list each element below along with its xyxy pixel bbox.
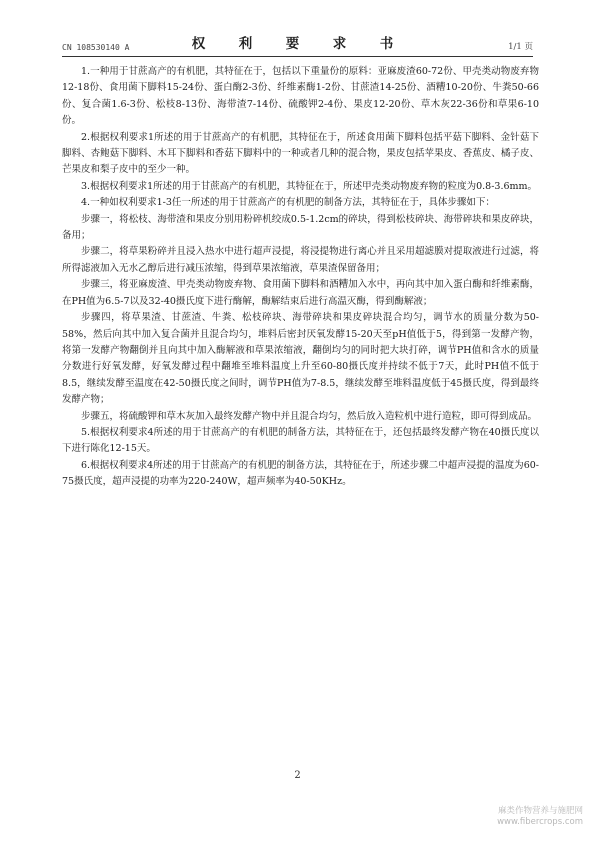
- page-title: 权 利 要 求 书: [191, 36, 404, 52]
- document-header: [62, 30, 533, 57]
- claim-4-step-4: 步骤四，将草果渣、甘蔗渣、牛粪、松枝碎块、海带碎块和果皮碎块混合均匀，调节水的质量分数为50-58%，然后向其中加入复合菌并且混合均匀，堆料后密封厌氧发酵15-20天至pH值低于5，得到第一发酵产物，将第一发酵产物翻倒并且向其中加入酶解液和草果浓缩液，翻倒均匀的同时把大块打碎，调节PH值和含水的质量分数进行好氧发酵，好氧发酵过程中翻堆至堆料温度上升至60-80摄氏度并持续不低于7天，此时PH值不低于8.5，继续发酵至温度在42-50摄氏度之间时，调节PH值为7-8.5，继续发酵至堆料温度低于45摄氏度，得到最终发酵产物；: [62, 312, 539, 406]
- claim-1: 1.一种用于甘蔗高产的有机肥，其特征在于，包括以下重量份的原料：亚麻废渣60-72份、甲壳类动物废弃物12-18份、食用菌下脚料15-24份、蛋白酶2-3份、纤维素酶1-2份、甘蔗渣14-25份、酒糟10-20份、牛粪50-66份、复合菌1.6-3份、松枝8-13份、海带渣7-14份、硫酸钾2-4份、果皮12-20份、草木灰22-36份和草果6-10份。: [62, 66, 539, 127]
- claim-3: 3.根据权利要求1所述的用于甘蔗高产的有机肥，其特征在于，所述甲壳类动物废弃物的粒度为0.8-3.6mm。: [81, 180, 538, 192]
- claims-body: [62, 64, 539, 491]
- page-number: 2: [294, 770, 301, 781]
- claim-4-step-5: 步骤五，将硫酸钾和草木灰加入最终发酵产物中并且混合均匀，然后放入造粒机中进行造粒，即可得到成品。: [81, 410, 538, 422]
- claim-6: 6.根据权利要求4所述的用于甘蔗高产的有机肥的制备方法，其特征在于，所述步骤二中超声浸提的温度为60-75摄氏度，超声浸提的功率为220-240W，超声频率为40-50KHz。: [62, 459, 539, 488]
- claim-5: 5.根据权利要求4所述的用于甘蔗高产的有机肥的制备方法，其特征在于，还包括最终发酵产物在40摄氏度以下进行陈化12-15天。: [62, 426, 539, 455]
- claim-4-step-1: 步骤一，将松枝、海带渣和果皮分别用粉碎机绞成0.5-1.2cm的碎块，得到松枝碎块、海带碎块和果皮碎块，备用；: [62, 213, 539, 242]
- site-watermark: [497, 806, 583, 828]
- watermark-url: www.fibercrops.com: [497, 817, 583, 827]
- patent-number: CN 108530140 A: [62, 43, 130, 52]
- claim-4-step-2: 步骤二，将草果粉碎并且浸入热水中进行超声浸提，将浸提物进行离心并且采用超滤膜对提取液进行过滤，将所得滤液加入无水乙醇后进行减压浓缩，得到草果浓缩液，草果渣保留备用；: [62, 246, 539, 274]
- claim-4: 4.一种如权利要求1-3任一所述的用于甘蔗高产的有机肥的制备方法，其特征在于，具体步骤如下：: [81, 197, 495, 209]
- claim-4-step-3: 步骤三，将亚麻废渣、甲壳类动物废弃物、食用菌下脚料和酒糟加入水中，再向其中加入蛋白酶和纤维素酶，在PH值为6.5-7以及32-40摄氏度下进行酶解，酶解结束后进行高温灭酶，得到酶解液；: [62, 279, 539, 307]
- page-indicator: 1/1 页: [508, 42, 533, 52]
- watermark-site-name: 麻类作物营养与施肥网: [497, 806, 583, 816]
- claim-2: 2.根据权利要求1所述的用于甘蔗高产的有机肥，其特征在于，所述食用菌下脚料包括平菇下脚料、金针菇下脚料、杏鲍菇下脚料、木耳下脚料和香菇下脚料中的一种或者几种的混合物，果皮包括苹果皮、香蕉皮、橘子皮、芒果皮和梨子皮中的至少一种。: [62, 131, 539, 176]
